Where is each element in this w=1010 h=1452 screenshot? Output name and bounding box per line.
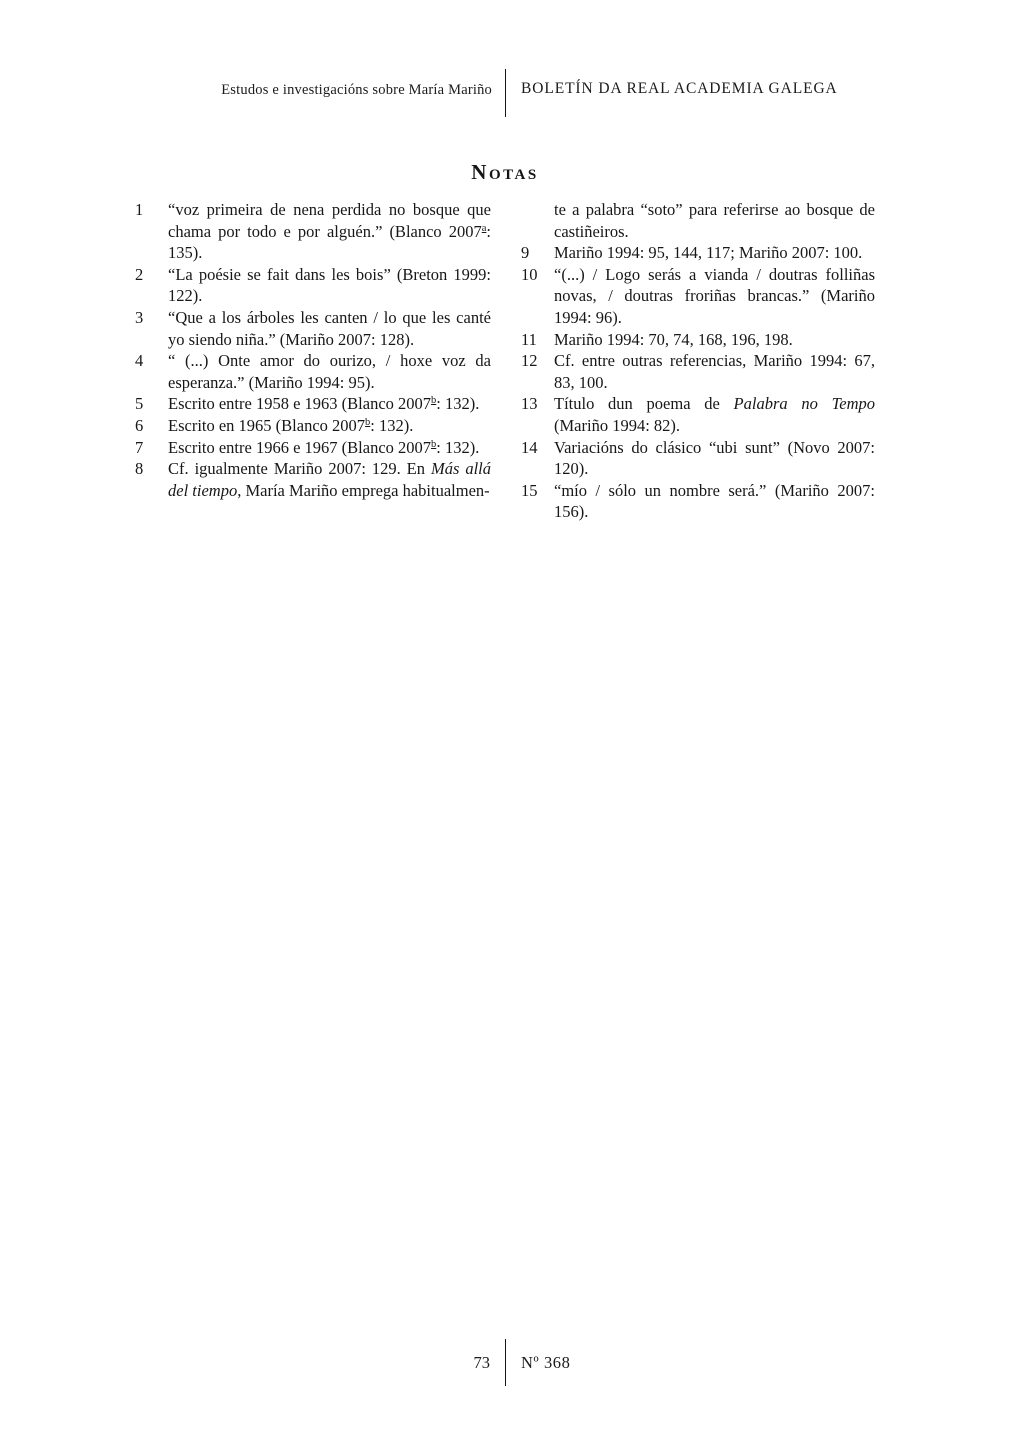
note-number: 9 [521,243,530,263]
note-item [135,199,491,264]
note-item [135,458,491,501]
note-item [521,350,875,393]
note-item [135,350,491,393]
page-title: NOTAS [471,160,539,184]
note-item [135,264,491,307]
note-number: 2 [135,264,144,284]
note-text: “mío / sólo un nombre será.” (Mariño 2007: 156). [554,480,875,522]
note-number: 3 [135,307,144,327]
note-text: “(...) / Logo serás a vianda / doutras folliñas novas, / doutras froriñas brancas.” (Mariño 1994: 96). [554,264,875,327]
note-item [135,415,491,437]
running-head-article: Estudos e investigacións sobre María Mariño [221,82,492,98]
header-divider-rule [505,69,506,117]
note-number: 13 [521,394,538,414]
note-item [521,329,875,351]
note-item [521,242,875,264]
footer-divider-rule [505,1339,506,1386]
note-item [521,437,875,480]
note-item [135,393,491,415]
notes-column-right [521,199,875,523]
note-number: 15 [521,480,538,500]
note-text: Cf. igualmente Mariño 2007: 129. En Más allá del tiempo, María Mariño emprega habitualmen- [168,459,491,500]
note-number: 1 [135,200,144,219]
note-item [521,264,875,329]
note-item [135,307,491,350]
note-item [521,393,875,436]
note-text: Mariño 1994: 70, 74, 168, 196, 198. [554,329,793,349]
note-text: Escrito entre 1966 e 1967 (Blanco 2007$^b$: 132). [168,437,480,457]
note-text: “Que a los árboles les canten / lo que les canté yo siendo niña.” (Mariño 2007: 128). [168,307,491,349]
note-text: Cf. entre outras referencias, Mariño 1994: 67, 83, 100. [554,351,875,392]
note-number: 4 [135,351,144,371]
note-number: 10 [521,264,538,284]
note-text: Escrito en 1965 (Blanco 2007$^b$: 132). [168,415,414,435]
note-text: “La poésie se fait dans les bois” (Breton 1999: 122). [168,264,491,306]
note-number: 8 [135,459,144,479]
running-head-journal: BOLETÍN DA REAL ACADEMIA GALEGA [521,80,838,97]
note-text: “voz primeira de nena perdida no bosque que chama por todo e por alguén.” (Blanco 2007$^a$: 135). [168,200,491,263]
note-item [135,437,491,459]
note-number: 12 [521,351,538,371]
note-text: Título dun poema de Palabra no Tempo (Mariño 1994: 82). [554,394,875,435]
note-number: 7 [135,437,144,457]
note-text: te a palabra “soto” para referirse ao bosque de castiñeiros. [554,200,875,241]
note-item [521,480,875,523]
note-text: “ (...) Onte amor do ourizo, / hoxe voz da esperanza.” (Mariño 1994: 95). [168,351,491,392]
note-text: Mariño 1994: 95, 144, 117; Mariño 2007: 100. [554,243,863,263]
page-number: 73 [473,1353,490,1372]
note-text: Escrito entre 1958 e 1963 (Blanco 2007$^b$: 132). [168,394,480,414]
note-continuation [521,199,875,242]
note-number: 6 [135,415,144,435]
issue-number: Nº 368 [521,1353,571,1372]
note-number: 5 [135,394,144,414]
notes-column-left [135,199,491,501]
note-text: Variacións do clásico “ubi sunt” (Novo 2007: 120). [554,437,875,479]
note-number: 11 [521,329,537,349]
note-number: 14 [521,437,538,457]
